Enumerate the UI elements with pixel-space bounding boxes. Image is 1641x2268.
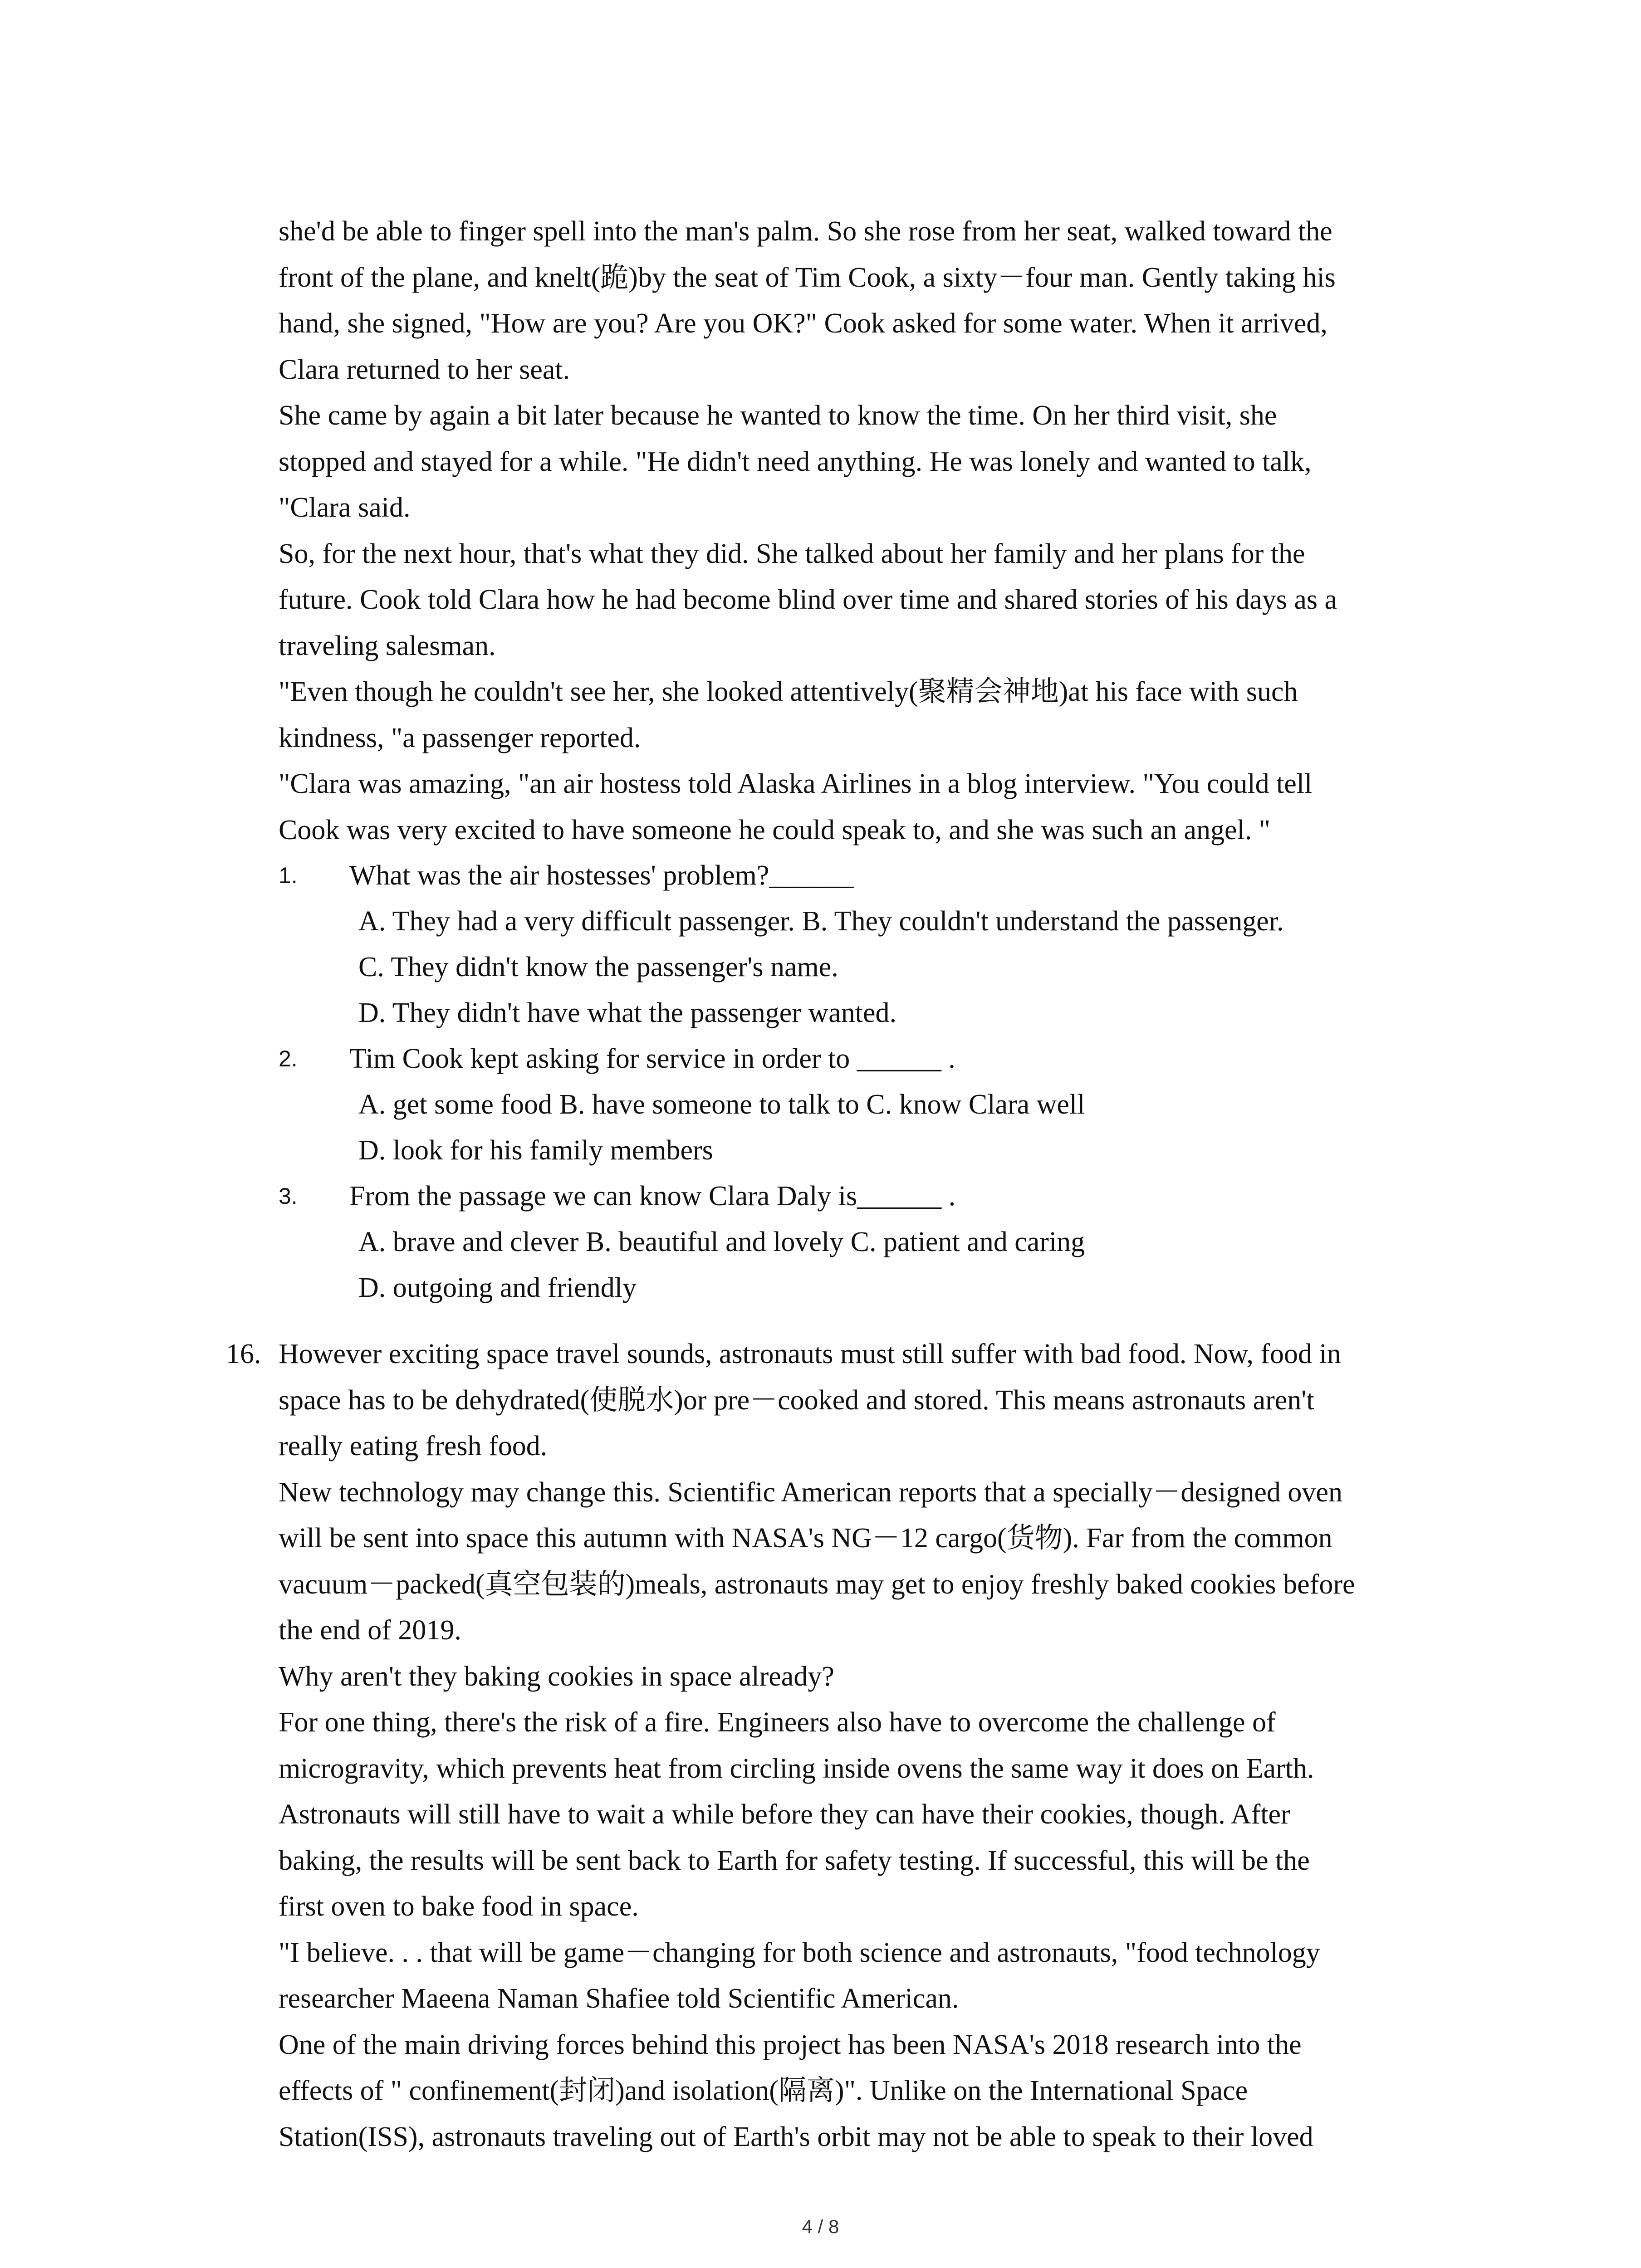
passage-line: For one thing, there's the risk of a fire. Engineers also have to overcome the challenge of — [279, 1707, 1276, 1738]
question-option: D. outgoing and friendly — [358, 1272, 637, 1303]
passage-line: One of the main driving forces behind this project has been NASA's 2018 research into the — [279, 2029, 1302, 2060]
passage-line: microgravity, which prevents heat from circling inside ovens the same way it does on Earth. — [279, 1753, 1314, 1784]
passage-line: Cook was very excited to have someone he could speak to, and she was such an angel. " — [279, 814, 1271, 846]
question-option: A. get some food B. have someone to talk to C. know Clara well — [358, 1089, 1085, 1120]
passage-line: hand, she signed, "How are you? Are you OK?" Cook asked for some water. When it arrived, — [279, 308, 1327, 339]
passage-line: Why aren't they baking cookies in space already? — [279, 1661, 834, 1692]
question-number: 1. — [279, 863, 298, 888]
page-number: 4 / 8 — [802, 2216, 839, 2237]
passage-line: kindness, "a passenger reported. — [279, 722, 641, 753]
passage-line: she'd be able to finger spell into the man's palm. So she rose from her seat, walked toward the — [279, 216, 1332, 247]
item-number: 16. — [226, 1339, 261, 1369]
passage-line: Station(ISS), astronauts traveling out of Earth's orbit may not be able to speak to their loved — [279, 2121, 1313, 2152]
passage-2 — [279, 1331, 1504, 2160]
passage-line: "I believe. . . that will be game－changing for both science and astronauts, "food technology — [279, 1937, 1320, 1968]
passage-line: vacuum－packed(真空包装的)meals, astronauts may get to enjoy freshly baked cookies before — [279, 1569, 1355, 1600]
passage-line: So, for the next hour, that's what they did. She talked about her family and her plans for the — [279, 538, 1305, 569]
passage-line: researcher Maeena Naman Shafiee told Scientific American. — [279, 1983, 959, 2014]
passage-line: baking, the results will be sent back to Earth for safety testing. If successful, this will be the — [279, 1845, 1310, 1876]
passage-line: first oven to bake food in space. — [279, 1891, 639, 1922]
passage-line: Astronauts will still have to wait a while before they can have their cookies, though. After — [279, 1799, 1290, 1830]
passage-line: will be sent into space this autumn with NASA's NG－12 cargo(货物). Far from the common — [279, 1523, 1332, 1554]
passage-line: Clara returned to her seat. — [279, 354, 570, 385]
passage-line: However exciting space travel sounds, astronauts must still suffer with bad food. Now, food in — [279, 1339, 1341, 1369]
question-text: Tim Cook kept asking for service in order to ______ . — [349, 1043, 955, 1074]
passage-line: the end of 2019. — [279, 1615, 461, 1646]
passage-line: "Even though he couldn't see her, she looked attentively(聚精会神地)at his face with such — [279, 676, 1298, 707]
passage-line: front of the plane, and knelt(跪)by the seat of Tim Cook, a sixty－four man. Gently taking his — [279, 262, 1336, 293]
passage-line: stopped and stayed for a while. "He didn't need anything. He was lonely and wanted to talk, — [279, 446, 1312, 477]
passage-line: space has to be dehydrated(使脱水)or pre－cooked and stored. This means astronauts aren't — [279, 1384, 1314, 1416]
question-option: D. look for his family members — [358, 1135, 713, 1166]
question-text: From the passage we can know Clara Daly is______ . — [349, 1181, 956, 1212]
question-option: C. They didn't know the passenger's name. — [358, 952, 838, 982]
passage-line: traveling salesman. — [279, 630, 496, 661]
passage-line: "Clara said. — [279, 492, 411, 523]
question-number: 3. — [279, 1183, 298, 1209]
question-number: 2. — [279, 1046, 298, 1071]
question-option: A. brave and clever B. beautiful and lovely C. patient and caring — [358, 1227, 1085, 1257]
passage-line: She came by again a bit later because he wanted to know the time. On her third visit, she — [279, 400, 1277, 431]
question-option: A. They had a very difficult passenger. B. They couldn't understand the passenger. — [358, 906, 1284, 937]
passage-line: effects of " confinement(封闭)and isolation(隔离)". Unlike on the International Space — [279, 2075, 1248, 2106]
passage-line: really eating fresh food. — [279, 1431, 548, 1461]
question-option: D. They didn't have what the passenger wanted. — [358, 997, 896, 1028]
passage-line: future. Cook told Clara how he had become blind over time and shared stories of his days as a — [279, 584, 1337, 615]
passage-1 — [279, 209, 1504, 853]
passage-line: "Clara was amazing, "an air hostess told Alaska Airlines in a blog interview. "You could tell — [279, 768, 1313, 799]
question-text: What was the air hostesses' problem?______ — [349, 860, 854, 891]
passage-line: New technology may change this. Scientific American reports that a specially－designed oven — [279, 1476, 1342, 1508]
